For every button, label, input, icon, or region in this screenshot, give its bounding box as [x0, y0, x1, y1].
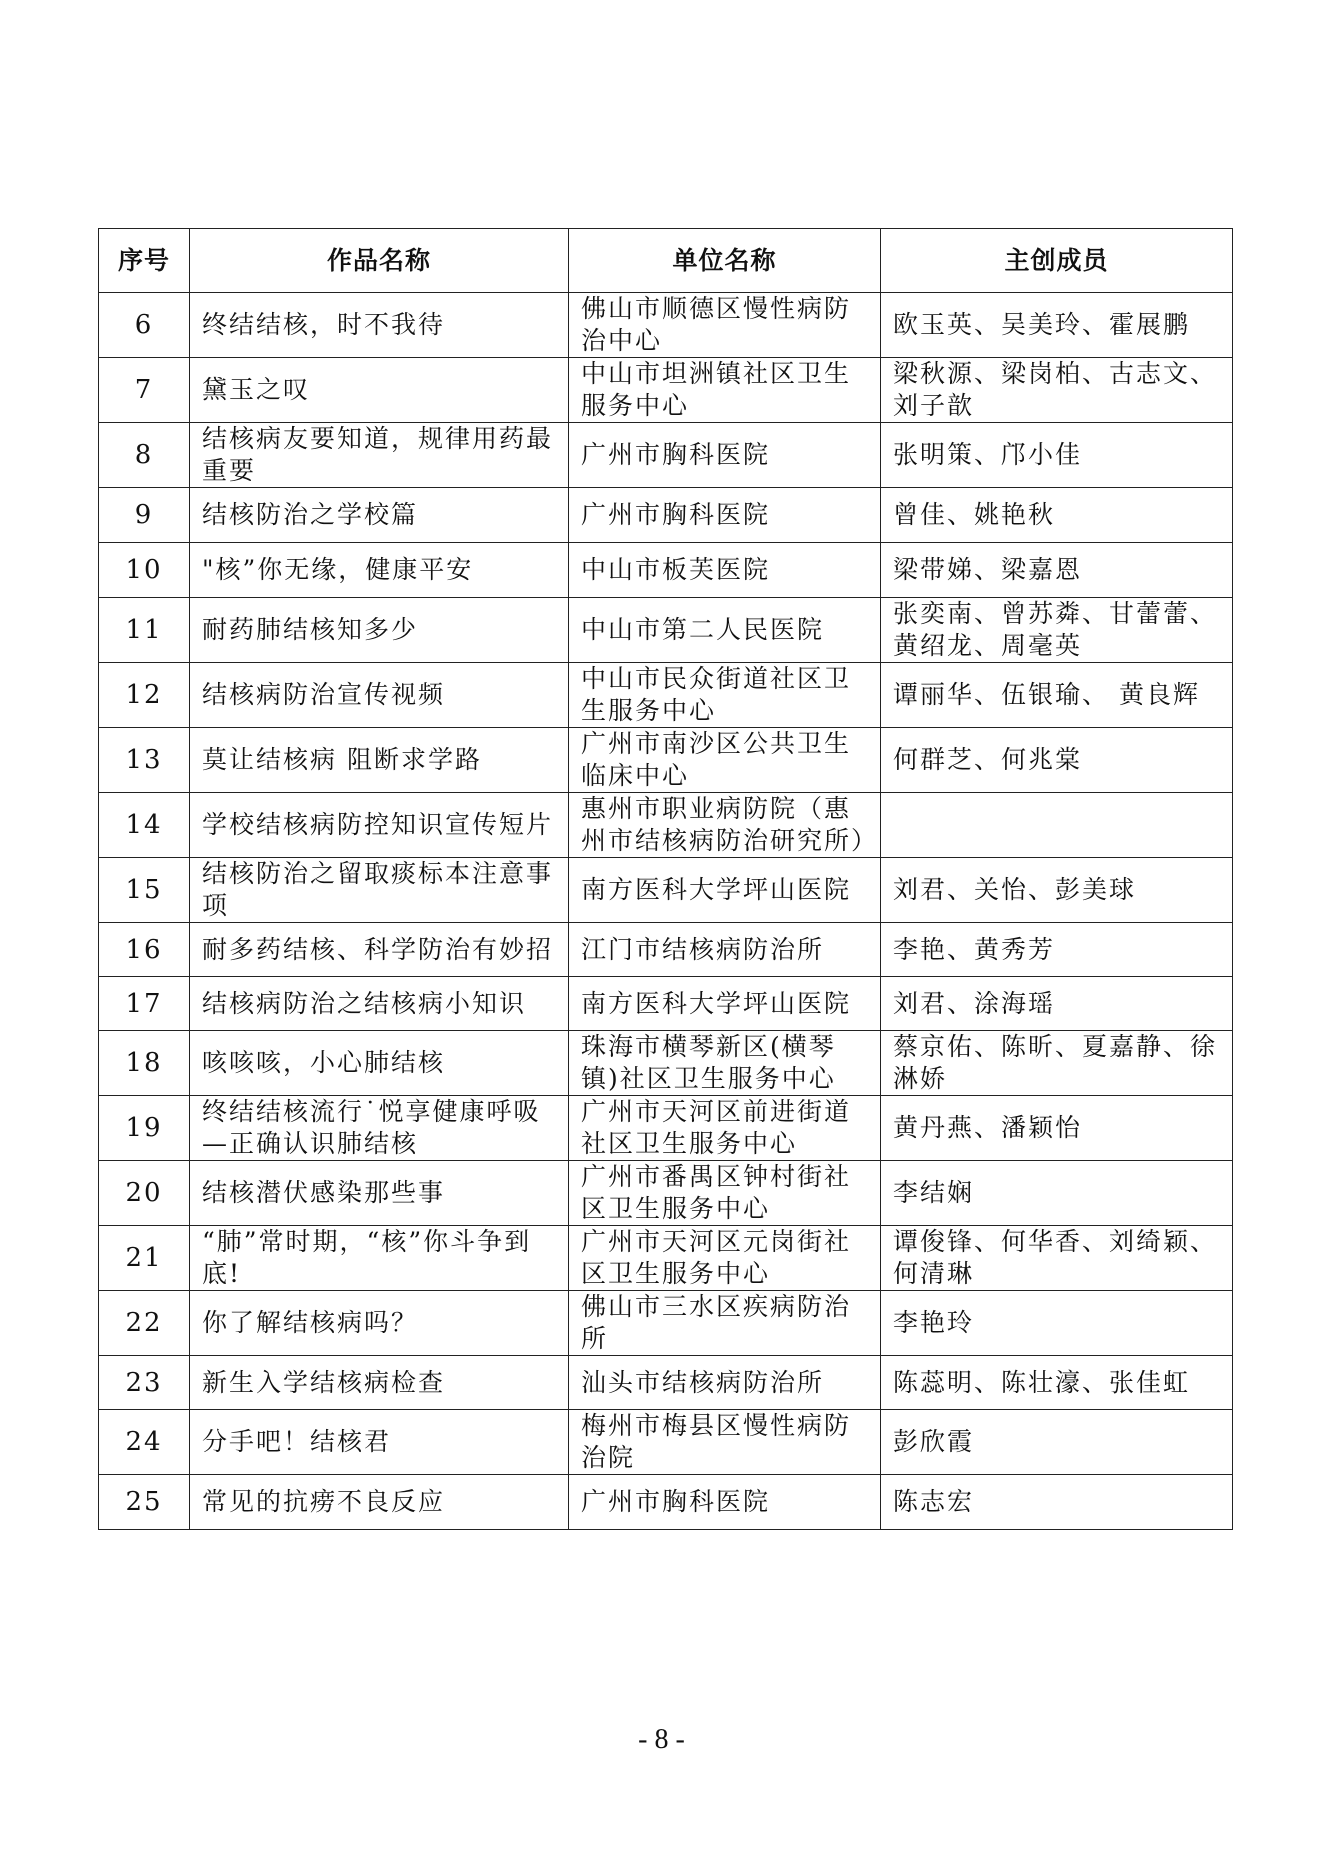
work-title-cell: 结核防治之学校篇	[190, 488, 569, 543]
serial-number-cell: 15	[99, 858, 190, 923]
unit-name-cell: 梅州市梅县区慢性病防治院	[569, 1410, 881, 1475]
main-members-cell: 谭俊锋、何华香、刘绮颖、何清琳	[881, 1226, 1233, 1291]
serial-number-cell: 11	[99, 598, 190, 663]
main-members-cell: 梁带娣、梁嘉恩	[881, 543, 1233, 598]
main-members-cell: 蔡京佑、陈昕、夏嘉静、徐淋娇	[881, 1031, 1233, 1096]
work-title-cell: 结核病防治之结核病小知识	[190, 977, 569, 1031]
header-work-title: 作品名称	[190, 229, 569, 293]
table-row	[99, 1096, 1233, 1161]
work-title-cell: 结核潜伏感染那些事	[190, 1161, 569, 1226]
table-row	[99, 1031, 1233, 1096]
main-members-cell: 曾佳、姚艳秋	[881, 488, 1233, 543]
serial-number-cell: 16	[99, 923, 190, 977]
unit-name-cell: 佛山市顺德区慢性病防治中心	[569, 293, 881, 358]
header-main-members: 主创成员	[881, 229, 1233, 293]
serial-number-cell: 24	[99, 1410, 190, 1475]
work-title-cell: 结核病防治宣传视频	[190, 663, 569, 728]
work-title-cell: 莫让结核病 阻断求学路	[190, 728, 569, 793]
table-row	[99, 858, 1233, 923]
main-members-cell: 陈志宏	[881, 1475, 1233, 1530]
main-members-cell: 刘君、关怡、彭美球	[881, 858, 1233, 923]
table-row	[99, 358, 1233, 423]
work-title-cell: 耐多药结核、科学防治有妙招	[190, 923, 569, 977]
main-members-cell	[881, 793, 1233, 858]
serial-number-cell: 8	[99, 423, 190, 488]
main-members-cell: 欧玉英、吴美玲、霍展鹏	[881, 293, 1233, 358]
table-row	[99, 923, 1233, 977]
work-title-cell: 黛玉之叹	[190, 358, 569, 423]
serial-number-cell: 21	[99, 1226, 190, 1291]
table-row	[99, 1475, 1233, 1530]
serial-number-cell: 17	[99, 977, 190, 1031]
main-members-cell: 张奕南、曾苏粦、甘蕾蕾、黄绍龙、周毫英	[881, 598, 1233, 663]
serial-number-cell: 22	[99, 1291, 190, 1356]
table-row	[99, 598, 1233, 663]
serial-number-cell: 18	[99, 1031, 190, 1096]
serial-number-cell: 14	[99, 793, 190, 858]
serial-number-cell: 12	[99, 663, 190, 728]
work-title-cell: 咳咳咳，小心肺结核	[190, 1031, 569, 1096]
page-number: - 8 -	[638, 1724, 685, 1755]
unit-name-cell: 南方医科大学坪山医院	[569, 977, 881, 1031]
work-title-cell: 耐药肺结核知多少	[190, 598, 569, 663]
serial-number-cell: 13	[99, 728, 190, 793]
unit-name-cell: 广州市胸科医院	[569, 1475, 881, 1530]
main-members-cell: 李结娴	[881, 1161, 1233, 1226]
work-title-cell: "核”你无缘，健康平安	[190, 543, 569, 598]
unit-name-cell: 汕头市结核病防治所	[569, 1356, 881, 1410]
unit-name-cell: 江门市结核病防治所	[569, 923, 881, 977]
serial-number-cell: 9	[99, 488, 190, 543]
work-title-cell: 终结结核流行˙悦享健康呼吸—正确认识肺结核	[190, 1096, 569, 1161]
unit-name-cell: 中山市第二人民医院	[569, 598, 881, 663]
work-title-cell: 结核防治之留取痰标本注意事项	[190, 858, 569, 923]
work-title-cell: 新生入学结核病检查	[190, 1356, 569, 1410]
unit-name-cell: 珠海市横琴新区(横琴镇)社区卫生服务中心	[569, 1031, 881, 1096]
unit-name-cell: 广州市南沙区公共卫生临床中心	[569, 728, 881, 793]
serial-number-cell: 10	[99, 543, 190, 598]
serial-number-cell: 25	[99, 1475, 190, 1530]
table-row	[99, 663, 1233, 728]
table-header-row	[99, 229, 1233, 293]
work-title-cell: 学校结核病防控知识宣传短片	[190, 793, 569, 858]
unit-name-cell: 广州市胸科医院	[569, 488, 881, 543]
work-title-cell: 结核病友要知道，规律用药最重要	[190, 423, 569, 488]
unit-name-cell: 中山市坦洲镇社区卫生服务中心	[569, 358, 881, 423]
table-row	[99, 1161, 1233, 1226]
work-title-cell: 分手吧！结核君	[190, 1410, 569, 1475]
main-members-cell: 何群芝、何兆棠	[881, 728, 1233, 793]
serial-number-cell: 7	[99, 358, 190, 423]
unit-name-cell: 惠州市职业病防院（惠州市结核病防治研究所）	[569, 793, 881, 858]
table-row	[99, 1226, 1233, 1291]
award-list-table	[98, 228, 1233, 1530]
table-body	[99, 293, 1233, 1530]
table-row	[99, 1356, 1233, 1410]
table-row	[99, 1410, 1233, 1475]
main-members-cell: 李艳玲	[881, 1291, 1233, 1356]
work-title-cell: 常见的抗痨不良反应	[190, 1475, 569, 1530]
unit-name-cell: 广州市番禺区钟村街社区卫生服务中心	[569, 1161, 881, 1226]
serial-number-cell: 20	[99, 1161, 190, 1226]
unit-name-cell: 南方医科大学坪山医院	[569, 858, 881, 923]
main-members-cell: 刘君、涂海瑶	[881, 977, 1233, 1031]
table-row	[99, 488, 1233, 543]
table-row	[99, 977, 1233, 1031]
main-members-cell: 张明策、邝小佳	[881, 423, 1233, 488]
table-row	[99, 293, 1233, 358]
table-row	[99, 793, 1233, 858]
unit-name-cell: 佛山市三水区疾病防治所	[569, 1291, 881, 1356]
table-row	[99, 423, 1233, 488]
main-members-cell: 陈蕊明、陈壮濠、张佳虹	[881, 1356, 1233, 1410]
serial-number-cell: 23	[99, 1356, 190, 1410]
serial-number-cell: 6	[99, 293, 190, 358]
main-members-cell: 黄丹燕、潘颖怡	[881, 1096, 1233, 1161]
work-title-cell: 终结结核，时不我待	[190, 293, 569, 358]
unit-name-cell: 中山市民众街道社区卫生服务中心	[569, 663, 881, 728]
header-unit-name: 单位名称	[569, 229, 881, 293]
work-title-cell: “肺”常时期，“核”你斗争到底!	[190, 1226, 569, 1291]
main-members-cell: 谭丽华、伍银瑜、 黄良辉	[881, 663, 1233, 728]
main-members-cell: 李艳、黄秀芳	[881, 923, 1233, 977]
table-row	[99, 728, 1233, 793]
header-serial-number: 序号	[99, 229, 190, 293]
unit-name-cell: 广州市天河区元岗街社区卫生服务中心	[569, 1226, 881, 1291]
table-row	[99, 1291, 1233, 1356]
work-title-cell: 你了解结核病吗？	[190, 1291, 569, 1356]
main-members-cell: 彭欣霞	[881, 1410, 1233, 1475]
unit-name-cell: 广州市胸科医院	[569, 423, 881, 488]
main-members-cell: 梁秋源、梁岗柏、古志文、刘子歆	[881, 358, 1233, 423]
unit-name-cell: 广州市天河区前进街道社区卫生服务中心	[569, 1096, 881, 1161]
table-row	[99, 543, 1233, 598]
serial-number-cell: 19	[99, 1096, 190, 1161]
unit-name-cell: 中山市板芙医院	[569, 543, 881, 598]
